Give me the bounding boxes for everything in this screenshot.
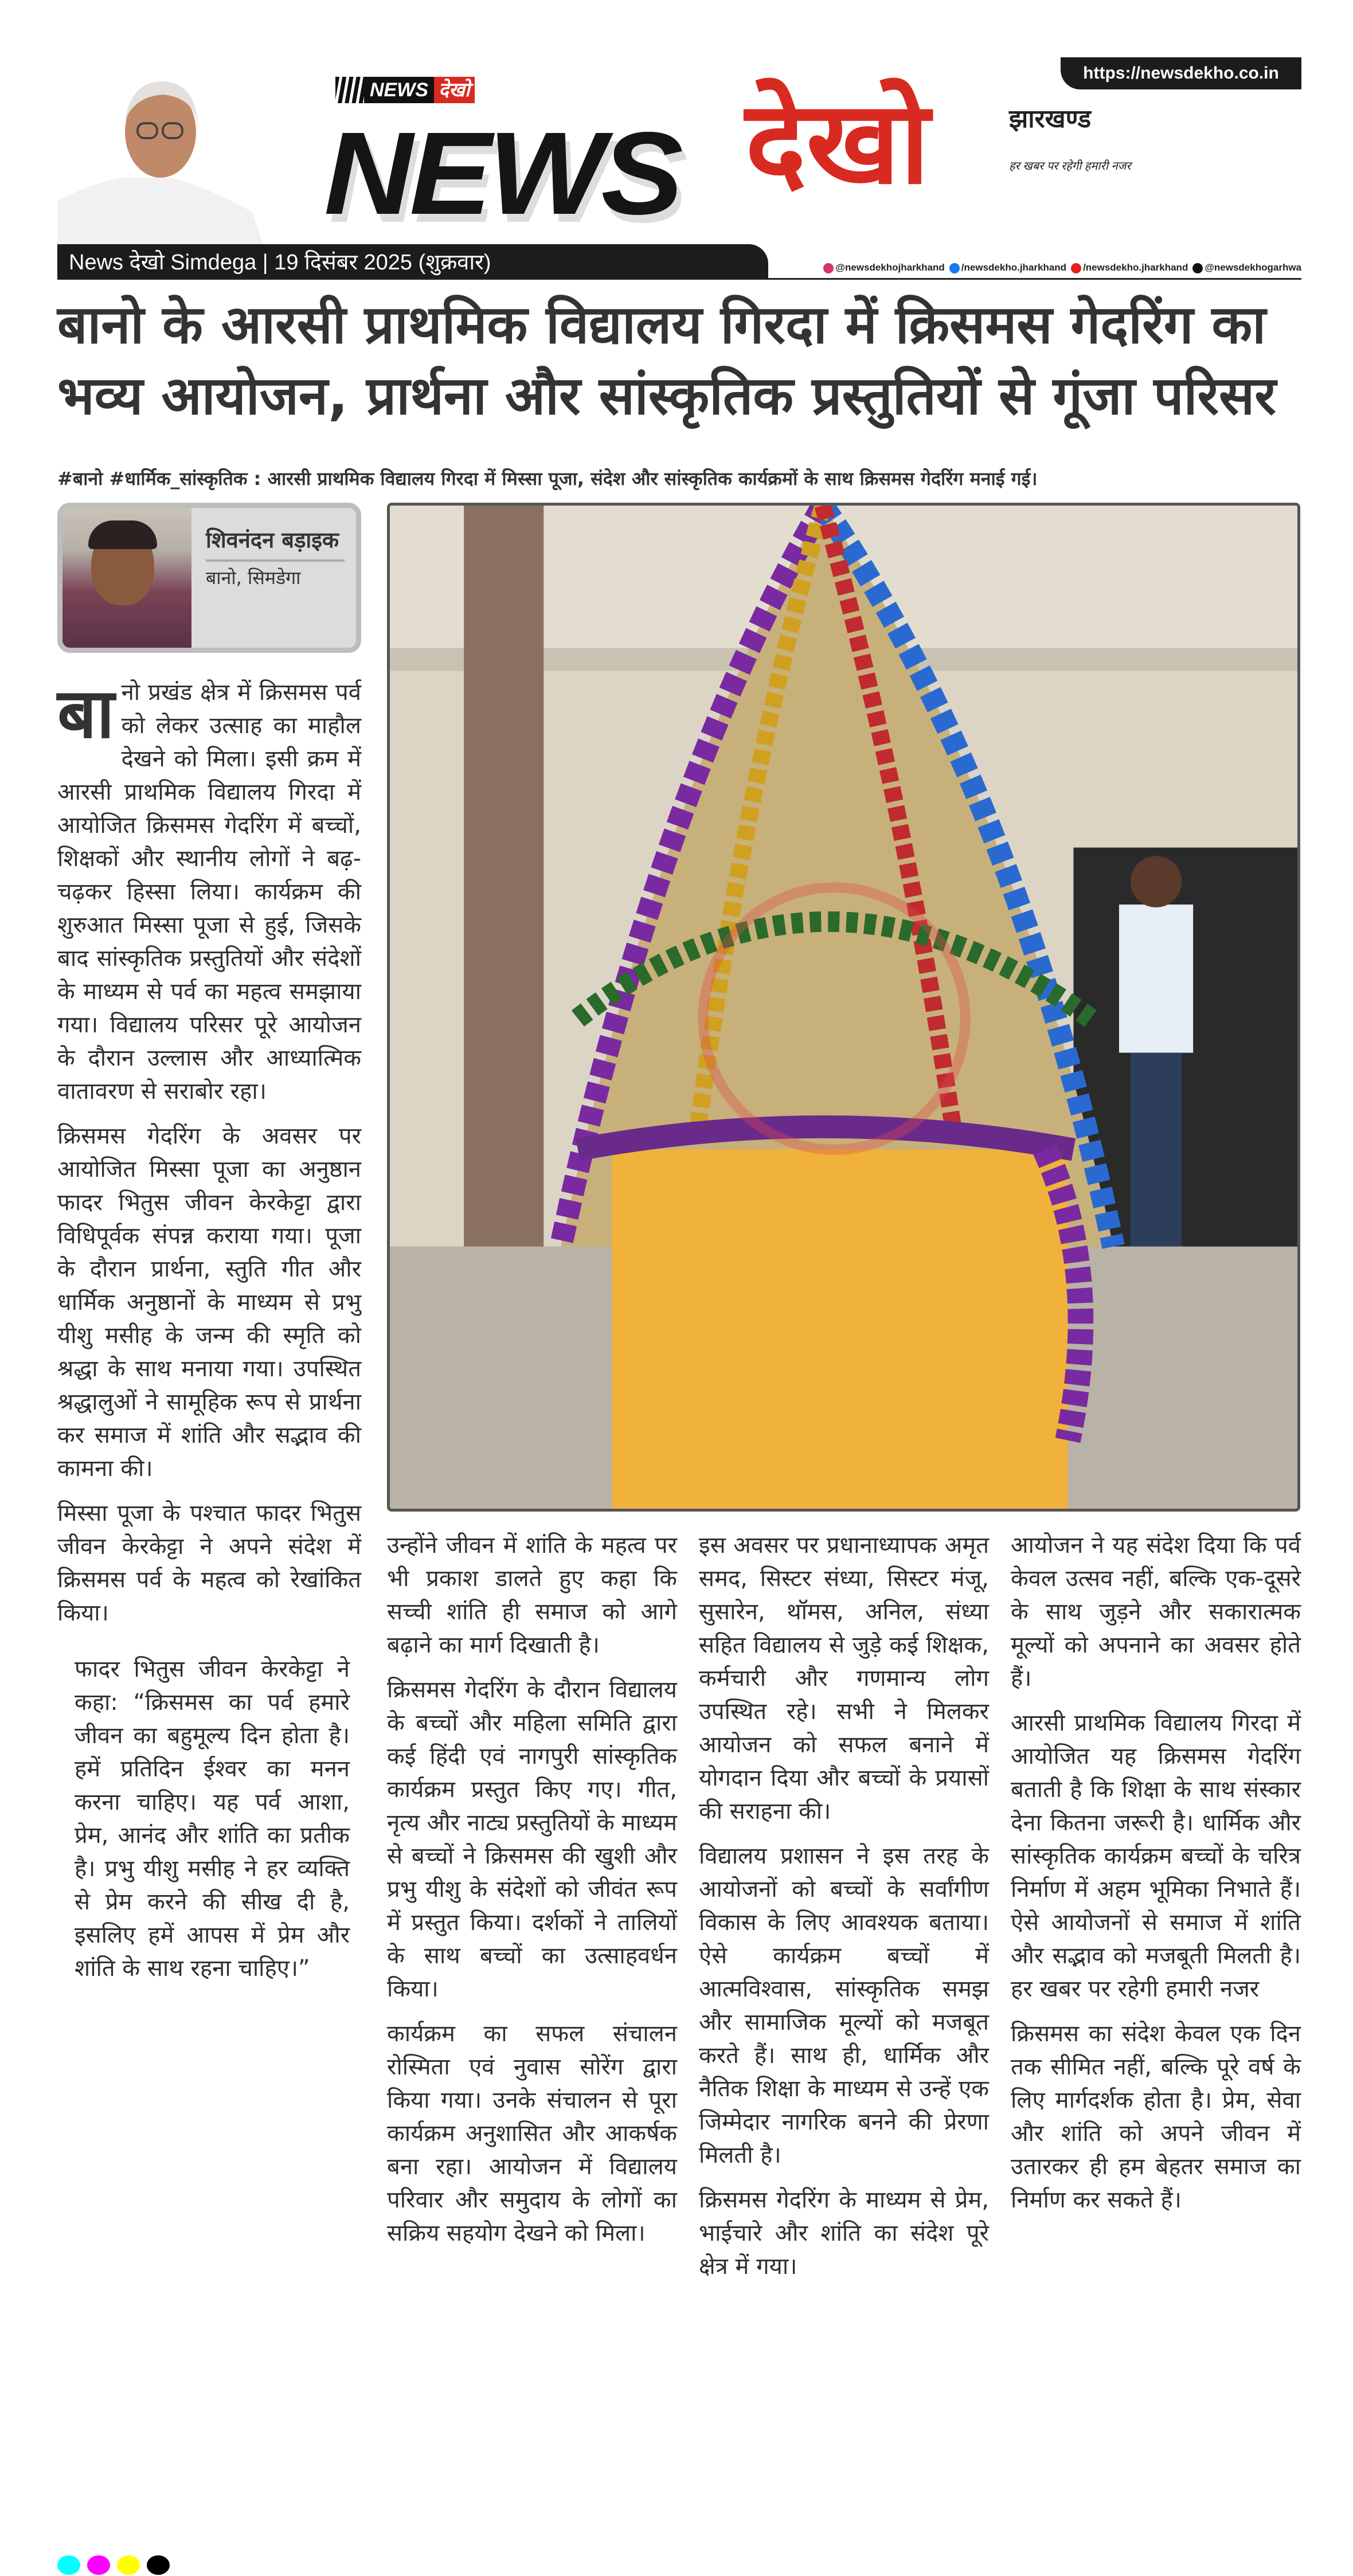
- social-handle: @newsdekhojharkhand: [835, 262, 945, 273]
- article-column-3: [699, 1529, 989, 2295]
- logo-small: [335, 76, 475, 104]
- social-facebook[interactable]: [949, 262, 1066, 273]
- social-handle: /newsdekho.jharkhand: [1083, 262, 1188, 273]
- author-photo: [62, 508, 191, 648]
- article: [57, 289, 1301, 2295]
- logo-state: झारखण्ड: [1009, 105, 1092, 133]
- social-youtube[interactable]: [1071, 262, 1188, 273]
- dateline-bar: [57, 244, 768, 279]
- article-photo: [387, 503, 1300, 1512]
- author-name: शिवनंदन बड़ाइक: [206, 525, 345, 562]
- quote-text: “क्रिसमस का पर्व हमारे जीवन का बहुमूल्य दिन होता है। हमें प्रतिदिन ईश्वर का मनन करना चाहिए। यह पर्व आशा, प्रेम, आनंद और शांति का प्रतीक है। प्रभु यीशु मसीह ने हर व्यक्ति से प्रेम करने की सीख दी है, इसलिए हमें आपस में प्रेम और शांति के साथ रहना चाहिए।”: [75, 1689, 350, 1982]
- paragraph: [57, 676, 361, 1108]
- logo-small-dekho: देखो: [434, 77, 475, 103]
- website-url[interactable]: https://newsdekho.co.in: [1061, 57, 1301, 89]
- paragraph: क्रिसमस गेदरिंग के अवसर पर आयोजित मिस्सा पूजा का अनुष्ठान फादर भितुस जीवन केरकेट्टा द्वारा विधिपूर्वक संपन्न कराया गया। पूजा के दौरान प्रार्थना, स्तुति गीत और धार्मिक अनुष्ठानों के माध्यम से प्रभु यीशु मसीह के जन्म की स्मृति को श्रद्धा के साथ मनाया गया। उपस्थित श्रद्धालुओं ने सामूहिक रूप से प्रार्थना कर समाज में शांति और सद्भाव की कामना की।: [57, 1123, 361, 1482]
- paragraph: आयोजन ने यह संदेश दिया कि पर्व केवल उत्सव नहीं, बल्कि एक-दूसरे के साथ जुड़ने और सकारात्मक मूल्यों को अपनाने का अवसर होते हैं।: [1011, 1532, 1301, 1692]
- social-x[interactable]: [1192, 262, 1301, 273]
- logo-small-news: NEWS: [364, 77, 434, 103]
- logo-tagline: हर खबर पर रहेगी हमारी नजर: [1009, 160, 1131, 173]
- logo-side-text: [1009, 103, 1215, 174]
- x-icon: [1192, 263, 1203, 273]
- logo-stripes-icon: [335, 77, 364, 103]
- yellow-dot: [117, 2555, 140, 2575]
- dateline: News देखो Simdega | 19 दिसंबर 2025 (शुक्रवार): [69, 250, 491, 275]
- founder-portrait: [57, 69, 269, 246]
- magenta-dot: [87, 2555, 110, 2575]
- article-column-4: [1011, 1529, 1301, 2295]
- paragraph: उन्होंने जीवन में शांति के महत्व पर भी प्रकाश डालते हुए कहा कि सच्ची शांति ही समाज को आगे बढ़ाने का मार्ग दिखाती है।: [387, 1532, 677, 1658]
- youtube-icon: [1071, 263, 1081, 273]
- article-column-2: [387, 1529, 677, 2295]
- quote-block: [75, 1653, 350, 1985]
- paragraph: कार्यक्रम का सफल संचालन रोस्मिता एवं नुवास सोरेंग द्वारा किया गया। उनके संचालन से पूरा कार्यक्रम अनुशासित और आकर्षक बना रहा। आयोजन में विद्यालय परिवार और समुदाय के लोगों का सक्रिय सहयोग देखने को मिला।: [387, 2021, 677, 2246]
- lower-columns: [387, 1529, 1301, 2295]
- headline: बानो के आरसी प्राथमिक विद्यालय गिरदा में क्रिसमस गेदरिंग का भव्य आयोजन, प्रार्थना और सांस्कृतिक प्रस्तुतियों से गूंजा परिसर: [57, 294, 1276, 426]
- quote-lead: फादर भितुस जीवन केरकेट्टा ने कहा:: [75, 1656, 350, 1716]
- paragraph: क्रिसमस गेदरिंग के माध्यम से प्रेम, भाईचारे और शांति का संदेश पूरे क्षेत्र में गया।: [699, 2187, 989, 2280]
- black-dot: [147, 2555, 170, 2575]
- paragraph: इस अवसर पर प्रधानाध्यापक अमृत समद, सिस्टर संध्या, सिस्टर मंजू, सुसारेन, थॉमस, अनिल, संध्या सहित विद्यालय से जुड़े कई शिक्षक, कर्मचारी और गणमान्य लोग उपस्थित रहे। सभी ने मिलकर आयोजन को सफल बनाने में योगदान दिया और बच्चों के प्रयासों की सराहना की।: [699, 1532, 989, 1825]
- left-column: [57, 503, 361, 1985]
- paragraph: क्रिसमस गेदरिंग के दौरान विद्यालय के बच्चों और महिला समिति द्वारा कई हिंदी एवं नागपुरी सांस्कृतिक कार्यक्रम प्रस्तुत किए गए। गीत, नृत्य और नाट्य प्रस्तुतियों के माध्यम से बच्चों ने क्रिसमस की खुशी और प्रभु यीशु के संदेशों को जीवंत रूप में प्रस्तुत किया। दर्शकों ने तालियों के साथ बच्चों का उत्साहवर्धन किया।: [387, 1677, 678, 2002]
- paragraph-text: नो प्रखंड क्षेत्र में क्रिसमस पर्व को लेकर उत्साह का माहौल देखने को मिला। इसी क्रम में आरसी प्राथमिक विद्यालय गिरदा में आयोजित क्रिसमस गेदरिंग में बच्चों, शिक्षकों और स्थानीय लोगों ने बढ़-चढ़कर हिस्सा लिया। कार्यक्रम की शुरुआत मिस्सा पूजा से हुई, जिसके बाद सांस्कृतिक प्रस्तुतियों और संदेशों के माध्यम से पर्व का महत्व समझाया गया। विद्यालय परिसर पूरे आयोजन के दौरान उल्लास और आध्यात्मिक वातावरण से सराबोर रहा।: [57, 679, 361, 1105]
- logo-news: NEWS: [324, 108, 680, 239]
- social-instagram[interactable]: [823, 262, 944, 273]
- social-links: [797, 259, 1301, 276]
- cyan-dot: [57, 2555, 80, 2575]
- article-body: [57, 503, 1301, 2295]
- paragraph: क्रिसमस का संदेश केवल एक दिन तक सीमित नहीं, बल्कि पूरे वर्ष के लिए मार्गदर्शक होता है। प्रेम, सेवा और शांति को अपने जीवन में उतारकर ही हम बेहतर समाज का निर्माण कर सकते हैं।: [1011, 2021, 1301, 2213]
- article-column-1: [57, 676, 361, 1630]
- logo-dekho: देखो: [745, 79, 930, 207]
- facebook-icon: [949, 263, 960, 273]
- drop-cap: बा: [57, 674, 115, 754]
- author-location: बानो, सिमडेगा: [206, 567, 301, 589]
- social-handle: @newsdekhogarhwa: [1205, 262, 1301, 273]
- right-area: [387, 503, 1301, 2295]
- paragraph: विद्यालय प्रशासन ने इस तरह के आयोजनों को बच्चों के सर्वांगीण विकास के लिए आवश्यक बताया। ऐसे कार्यक्रम बच्चों में आत्मविश्वास, सांस्कृतिक समझ और सामाजिक मूल्यों को मजबूत करते हैं। साथ ही, धार्मिक और नैतिक शिक्षा के माध्यम से उन्हें एक जिम्मेदार नागरिक बनने की प्रेरणा मिलती है।: [699, 1843, 989, 2168]
- social-handle: /newsdekho.jharkhand: [961, 262, 1067, 273]
- header-divider: [57, 278, 1301, 280]
- author-box: [57, 503, 361, 653]
- summary: #बानो #धार्मिक_सांस्कृतिक : आरसी प्राथमिक विद्यालय गिरदा में मिस्सा पूजा, संदेश और सांस्कृतिक कार्यक्रमों के साथ क्रिसमस गेदरिंग मनाई गई।: [57, 468, 1038, 490]
- paragraph: मिस्सा पूजा के पश्चात फादर भितुस जीवन केरकेट्टा ने अपने संदेश में क्रिसमस पर्व के महत्व को रेखांकित किया।: [57, 1500, 361, 1626]
- paragraph: आरसी प्राथमिक विद्यालय गिरदा में आयोजित यह क्रिसमस गेदरिंग बताती है कि शिक्षा के साथ संस्कार देना कितना जरूरी है। धार्मिक और सांस्कृतिक कार्यक्रम बच्चों के चरित्र निर्माण में अहम भूमिका निभाते हैं। ऐसे आयोजनों से समाज में शांति और सद्भाव को मजबूती मिलती है। हर खबर पर रहेगी हमारी नजर: [1011, 1710, 1301, 2002]
- cmyk-print-marks: [57, 2555, 170, 2575]
- instagram-icon: [823, 263, 834, 273]
